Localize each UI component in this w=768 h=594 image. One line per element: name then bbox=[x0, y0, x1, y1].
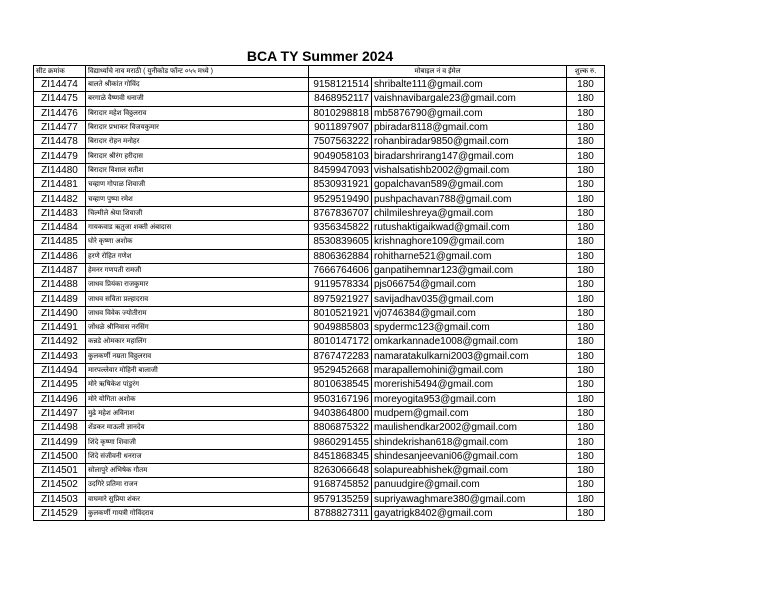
mobile-cell: 8530931921 bbox=[309, 178, 372, 192]
name-cell: जाधव प्रियंका राजकुमार bbox=[86, 278, 309, 292]
fee-cell: 180 bbox=[567, 506, 605, 520]
fee-cell: 180 bbox=[567, 478, 605, 492]
fee-cell: 180 bbox=[567, 178, 605, 192]
seat-no-cell: ZI14495 bbox=[34, 378, 86, 392]
name-cell: कुलकर्णी नम्रता विठ्ठलराव bbox=[86, 349, 309, 363]
name-cell: जाधव विवेक ज्योतीराम bbox=[86, 306, 309, 320]
email-cell: vj0746384@gmail.com bbox=[372, 306, 567, 320]
table-row bbox=[34, 363, 605, 377]
table-row bbox=[34, 321, 605, 335]
mobile-cell: 8767836707 bbox=[309, 206, 372, 220]
seat-no-cell: ZI14482 bbox=[34, 192, 86, 206]
fee-cell: 180 bbox=[567, 149, 605, 163]
table-row bbox=[34, 421, 605, 435]
fee-cell: 180 bbox=[567, 120, 605, 134]
fee-cell: 180 bbox=[567, 78, 605, 92]
seat-no-cell: ZI14485 bbox=[34, 235, 86, 249]
name-cell: जोंधळे श्रीनिवास नरसिंग bbox=[86, 321, 309, 335]
name-cell: शेंडकर माऊली ज्ञानदेव bbox=[86, 421, 309, 435]
name-cell: हरणे रोहित गणेश bbox=[86, 249, 309, 263]
table-row bbox=[34, 192, 605, 206]
email-cell: marapallemohini@gmail.com bbox=[372, 363, 567, 377]
email-cell: ganpatihemnar123@gmail.com bbox=[372, 263, 567, 277]
table-row bbox=[34, 449, 605, 463]
name-cell: बिरादार विशाल सतीश bbox=[86, 163, 309, 177]
header-name: विद्यार्थ्याचे नाव मराठी ( युनीकोड फॉन्ट ०५५ मध्ये ) bbox=[86, 66, 309, 78]
email-cell: rohanbiradar9850@gmail.com bbox=[372, 135, 567, 149]
fee-cell: 180 bbox=[567, 92, 605, 106]
mobile-cell: 9503167196 bbox=[309, 392, 372, 406]
table-row bbox=[34, 378, 605, 392]
email-cell: shindekrishan618@gmail.com bbox=[372, 435, 567, 449]
mobile-cell: 9049885803 bbox=[309, 321, 372, 335]
table-row bbox=[34, 235, 605, 249]
mobile-cell: 8010298818 bbox=[309, 106, 372, 120]
name-cell: घोरे कृष्णा अशोक bbox=[86, 235, 309, 249]
name-cell: कुलकर्णी गायत्री गोविंदराव bbox=[86, 506, 309, 520]
seat-no-cell: ZI14491 bbox=[34, 321, 86, 335]
seat-no-cell: ZI14481 bbox=[34, 178, 86, 192]
table-row bbox=[34, 249, 605, 263]
mobile-cell: 8459947093 bbox=[309, 163, 372, 177]
table-row bbox=[34, 335, 605, 349]
fee-cell: 180 bbox=[567, 335, 605, 349]
email-cell: pjs066754@gmail.com bbox=[372, 278, 567, 292]
email-cell: moreyogita953@gmail.com bbox=[372, 392, 567, 406]
fee-cell: 180 bbox=[567, 321, 605, 335]
email-cell: omkarkannade1008@gmail.com bbox=[372, 335, 567, 349]
seat-no-cell: ZI14501 bbox=[34, 464, 86, 478]
mobile-cell: 8010521921 bbox=[309, 306, 372, 320]
name-cell: सोलापुरे अभिषेक गौतम bbox=[86, 464, 309, 478]
header-seat-no: सीट क्रमांक bbox=[34, 66, 86, 78]
seat-no-cell: ZI14492 bbox=[34, 335, 86, 349]
seat-no-cell: ZI14502 bbox=[34, 478, 86, 492]
table-row bbox=[34, 120, 605, 134]
mobile-cell: 8767472283 bbox=[309, 349, 372, 363]
name-cell: मोरे योगिता अशोक bbox=[86, 392, 309, 406]
fee-cell: 180 bbox=[567, 135, 605, 149]
mobile-cell: 9529452668 bbox=[309, 363, 372, 377]
email-cell: gayatrigk8402@gmail.com bbox=[372, 506, 567, 520]
name-cell: मारपल्लेवार मोहिनी बालाजी bbox=[86, 363, 309, 377]
name-cell: गायकवाड ऋतुजा शक्ती अंबादास bbox=[86, 220, 309, 234]
email-cell: krishnaghore109@gmail.com bbox=[372, 235, 567, 249]
fee-cell: 180 bbox=[567, 263, 605, 277]
email-cell: shindesanjeevani06@gmail.com bbox=[372, 449, 567, 463]
seat-no-cell: ZI14487 bbox=[34, 263, 86, 277]
mobile-cell: 9119578334 bbox=[309, 278, 372, 292]
table-row bbox=[34, 406, 605, 420]
fee-cell: 180 bbox=[567, 492, 605, 506]
name-cell: चव्हाण पुष्पा रमेश bbox=[86, 192, 309, 206]
table-row bbox=[34, 163, 605, 177]
table-body bbox=[34, 78, 605, 521]
email-cell: vaishnavibargale23@gmail.com bbox=[372, 92, 567, 106]
student-table bbox=[33, 65, 605, 521]
table-row bbox=[34, 292, 605, 306]
name-cell: चव्हाण गोपाळ शिवाजी bbox=[86, 178, 309, 192]
seat-no-cell: ZI14478 bbox=[34, 135, 86, 149]
name-cell: बालते श्रीकांत गोविंद bbox=[86, 78, 309, 92]
fee-cell: 180 bbox=[567, 192, 605, 206]
mobile-cell: 8010147172 bbox=[309, 335, 372, 349]
name-cell: बिरादार प्रभाकर विजयकुमार bbox=[86, 120, 309, 134]
email-cell: morerishi5494@gmail.com bbox=[372, 378, 567, 392]
fee-cell: 180 bbox=[567, 163, 605, 177]
seat-no-cell: ZI14503 bbox=[34, 492, 86, 506]
fee-cell: 180 bbox=[567, 378, 605, 392]
name-cell: बिरादार श्रीरंग हरीदास bbox=[86, 149, 309, 163]
mobile-cell: 8788827311 bbox=[309, 506, 372, 520]
seat-no-cell: ZI14494 bbox=[34, 363, 86, 377]
mobile-cell: 9049058103 bbox=[309, 149, 372, 163]
table-header-row bbox=[34, 66, 605, 78]
name-cell: चिल्मीले श्रेया शिवाजी bbox=[86, 206, 309, 220]
seat-no-cell: ZI14500 bbox=[34, 449, 86, 463]
page-title: BCA TY Summer 2024 bbox=[246, 48, 394, 64]
mobile-cell: 8806875322 bbox=[309, 421, 372, 435]
email-cell: gopalchavan589@gmail.com bbox=[372, 178, 567, 192]
seat-no-cell: ZI14490 bbox=[34, 306, 86, 320]
fee-cell: 180 bbox=[567, 292, 605, 306]
fee-cell: 180 bbox=[567, 392, 605, 406]
table-row bbox=[34, 349, 605, 363]
name-cell: बरगाळे वैष्णवी धनाजी bbox=[86, 92, 309, 106]
fee-cell: 180 bbox=[567, 421, 605, 435]
table-row bbox=[34, 464, 605, 478]
fee-cell: 180 bbox=[567, 278, 605, 292]
email-cell: panuudgire@gmail.com bbox=[372, 478, 567, 492]
name-cell: बिरादार रोहन मनोहर bbox=[86, 135, 309, 149]
fee-cell: 180 bbox=[567, 249, 605, 263]
email-cell: mb5876790@gmail.com bbox=[372, 106, 567, 120]
mobile-cell: 8468952117 bbox=[309, 92, 372, 106]
table-row bbox=[34, 92, 605, 106]
name-cell: उदगिरे प्रतिमा राजन bbox=[86, 478, 309, 492]
email-cell: solapureabhishek@gmail.com bbox=[372, 464, 567, 478]
mobile-cell: 9011897907 bbox=[309, 120, 372, 134]
seat-no-cell: ZI14497 bbox=[34, 406, 86, 420]
table-row bbox=[34, 278, 605, 292]
mobile-cell: 9168745852 bbox=[309, 478, 372, 492]
table-row bbox=[34, 506, 605, 520]
email-cell: rutushaktigaikwad@gmail.com bbox=[372, 220, 567, 234]
mobile-cell: 8263066648 bbox=[309, 464, 372, 478]
table-row bbox=[34, 206, 605, 220]
mobile-cell: 8010638545 bbox=[309, 378, 372, 392]
email-cell: pbiradar8118@gmail.com bbox=[372, 120, 567, 134]
name-cell: जाधव सविता प्रल्हादराव bbox=[86, 292, 309, 306]
table-row bbox=[34, 220, 605, 234]
fee-cell: 180 bbox=[567, 106, 605, 120]
mobile-cell: 9403864800 bbox=[309, 406, 372, 420]
mobile-cell: 7666764606 bbox=[309, 263, 372, 277]
email-cell: vishalsatishb2002@gmail.com bbox=[372, 163, 567, 177]
email-cell: chilmileshreya@gmail.com bbox=[372, 206, 567, 220]
name-cell: बिरादार महेश विठ्ठलराव bbox=[86, 106, 309, 120]
table-row bbox=[34, 78, 605, 92]
table-row bbox=[34, 478, 605, 492]
name-cell: वाघमारे सुप्रिया शंकर bbox=[86, 492, 309, 506]
name-cell: शिंदे संजीवनी धनराज bbox=[86, 449, 309, 463]
table-row bbox=[34, 306, 605, 320]
mobile-cell: 9158121514 bbox=[309, 78, 372, 92]
email-cell: spydermc123@gmail.com bbox=[372, 321, 567, 335]
table-row bbox=[34, 263, 605, 277]
fee-cell: 180 bbox=[567, 235, 605, 249]
name-cell: हेमनर गणपती रामजी bbox=[86, 263, 309, 277]
fee-cell: 180 bbox=[567, 406, 605, 420]
name-cell: कन्नडे ओमकार महालिंग bbox=[86, 335, 309, 349]
fee-cell: 180 bbox=[567, 206, 605, 220]
table-row bbox=[34, 178, 605, 192]
fee-cell: 180 bbox=[567, 220, 605, 234]
table-row bbox=[34, 149, 605, 163]
mobile-cell: 7507563222 bbox=[309, 135, 372, 149]
mobile-cell: 8806362884 bbox=[309, 249, 372, 263]
mobile-cell: 9356345822 bbox=[309, 220, 372, 234]
seat-no-cell: ZI14483 bbox=[34, 206, 86, 220]
seat-no-cell: ZI14480 bbox=[34, 163, 86, 177]
fee-cell: 180 bbox=[567, 349, 605, 363]
seat-no-cell: ZI14476 bbox=[34, 106, 86, 120]
seat-no-cell: ZI14498 bbox=[34, 421, 86, 435]
email-cell: rohitharne521@gmail.com bbox=[372, 249, 567, 263]
mobile-cell: 8451868345 bbox=[309, 449, 372, 463]
name-cell: शिंदे कृष्णा शिवाजी bbox=[86, 435, 309, 449]
mobile-cell: 9860291455 bbox=[309, 435, 372, 449]
mobile-cell: 8530839605 bbox=[309, 235, 372, 249]
seat-no-cell: ZI14529 bbox=[34, 506, 86, 520]
seat-no-cell: ZI14484 bbox=[34, 220, 86, 234]
email-cell: shribalte111@gmail.com bbox=[372, 78, 567, 92]
email-cell: supriyawaghmare380@gmail.com bbox=[372, 492, 567, 506]
fee-cell: 180 bbox=[567, 464, 605, 478]
email-cell: maulishendkar2002@gmail.com bbox=[372, 421, 567, 435]
email-cell: biradarshrirang147@gmail.com bbox=[372, 149, 567, 163]
table-row bbox=[34, 435, 605, 449]
seat-no-cell: ZI14499 bbox=[34, 435, 86, 449]
seat-no-cell: ZI14477 bbox=[34, 120, 86, 134]
header-fee: शुल्क रु. bbox=[567, 66, 605, 78]
mobile-cell: 9579135259 bbox=[309, 492, 372, 506]
seat-no-cell: ZI14475 bbox=[34, 92, 86, 106]
fee-cell: 180 bbox=[567, 363, 605, 377]
fee-cell: 180 bbox=[567, 449, 605, 463]
mobile-cell: 8975921927 bbox=[309, 292, 372, 306]
seat-no-cell: ZI14474 bbox=[34, 78, 86, 92]
table-row bbox=[34, 492, 605, 506]
email-cell: savijadhav035@gmail.com bbox=[372, 292, 567, 306]
table-row bbox=[34, 135, 605, 149]
seat-no-cell: ZI14489 bbox=[34, 292, 86, 306]
fee-cell: 180 bbox=[567, 306, 605, 320]
seat-no-cell: ZI14486 bbox=[34, 249, 86, 263]
table-row bbox=[34, 106, 605, 120]
email-cell: mudpem@gmail.com bbox=[372, 406, 567, 420]
seat-no-cell: ZI14488 bbox=[34, 278, 86, 292]
header-contact: मोबाइल नं व ईमेल bbox=[309, 66, 567, 78]
seat-no-cell: ZI14479 bbox=[34, 149, 86, 163]
mobile-cell: 9529519490 bbox=[309, 192, 372, 206]
email-cell: pushpachavan788@gmail.com bbox=[372, 192, 567, 206]
email-cell: namaratakulkarni2003@gmail.com bbox=[372, 349, 567, 363]
name-cell: मुढे महेश अविनाश bbox=[86, 406, 309, 420]
fee-cell: 180 bbox=[567, 435, 605, 449]
table-row bbox=[34, 392, 605, 406]
seat-no-cell: ZI14493 bbox=[34, 349, 86, 363]
name-cell: मोरे ऋषिकेश पांडुरंग bbox=[86, 378, 309, 392]
seat-no-cell: ZI14496 bbox=[34, 392, 86, 406]
